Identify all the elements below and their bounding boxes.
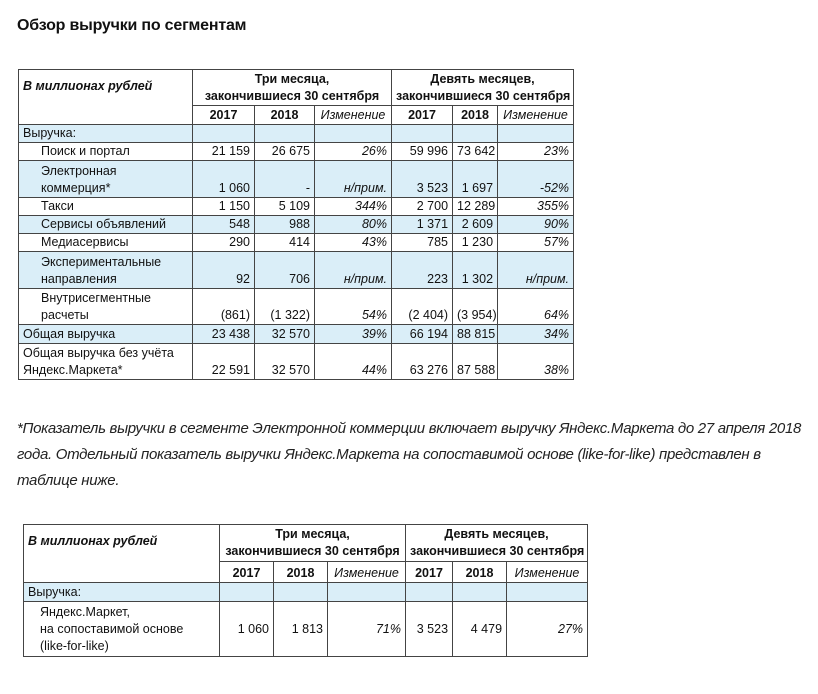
period-9-months-header [392, 70, 574, 106]
table-row [19, 289, 574, 325]
cell-q2018: 26 675 [255, 143, 315, 161]
period-3m-line1: Три месяца, [275, 527, 350, 541]
cell-n2018: 12 289 [453, 198, 498, 216]
col-header-change-3m: Изменение [328, 562, 406, 583]
period-3-months-header [220, 525, 406, 562]
cell-n2017: 785 [392, 234, 453, 252]
cell-qchg: 39% [315, 325, 392, 344]
total-row [19, 325, 574, 344]
col-header-2017-9m: 2017 [392, 106, 453, 125]
period-9m-line1: Девять месяцев, [444, 527, 549, 541]
table-row [19, 234, 574, 252]
row-label: Электронная коммерция* [19, 161, 193, 198]
section-label: Выручка: [19, 125, 193, 143]
row-label-line3: (like-for-like) [40, 638, 109, 653]
cell-n2018: 73 642 [453, 143, 498, 161]
row-label: Общая выручка [19, 325, 193, 344]
cell-n2017: 2 700 [392, 198, 453, 216]
segment-revenue-table [18, 69, 574, 380]
cell-nchg: 23% [498, 143, 574, 161]
table-row [24, 602, 588, 657]
table-row [19, 161, 574, 198]
row-label: Общая выручка без учёта Яндекс.Маркета* [19, 344, 193, 380]
cell-n2018: 1 302 [453, 252, 498, 289]
cell-q2018: 1 813 [274, 602, 328, 657]
row-label [24, 602, 220, 657]
cell-nchg: 57% [498, 234, 574, 252]
cell-nchg: 34% [498, 325, 574, 344]
cell-qchg: 71% [328, 602, 406, 657]
page-title: Обзор выручки по сегментам [17, 17, 247, 34]
cell-q2017: 1 060 [193, 161, 255, 198]
row-label: Медиасервисы [19, 234, 193, 252]
row-label: Поиск и портал [19, 143, 193, 161]
cell-qchg: 54% [315, 289, 392, 325]
cell-q2017: (861) [193, 289, 255, 325]
cell-qchg: н/прим. [315, 161, 392, 198]
col-header-change-9m: Изменение [507, 562, 588, 583]
cell-nchg: 90% [498, 216, 574, 234]
cell-q2017: 548 [193, 216, 255, 234]
period-9-months-header [406, 525, 588, 562]
cell-n2017: 3 523 [392, 161, 453, 198]
cell-nchg: -52% [498, 161, 574, 198]
period-9m-line1: Девять месяцев, [430, 71, 535, 86]
col-header-2018-9m: 2018 [453, 562, 507, 583]
row-label: Внутрисегментные расчеты [19, 289, 193, 325]
table-row [19, 252, 574, 289]
footnote: *Показатель выручки в сегменте Электронной коммерции включает выручку Яндекс.Маркета до 27 апреля 2018 года. Отдельный показатель выручки Яндекс.Маркета на сопоставимой основе (like-for-like) представлен в таблице ниже. [17, 420, 802, 489]
row-label: Сервисы объявлений [19, 216, 193, 234]
market-like-for-like-table [23, 524, 588, 657]
cell-q2018: 988 [255, 216, 315, 234]
cell-nchg: 64% [498, 289, 574, 325]
cell-n2018: 4 479 [453, 602, 507, 657]
cell-n2017: 66 194 [392, 325, 453, 344]
cell-n2018: 87 588 [453, 344, 498, 380]
cell-q2017: 23 438 [193, 325, 255, 344]
table-row [19, 198, 574, 216]
cell-n2018: (3 954) [453, 289, 498, 325]
table-row [19, 216, 574, 234]
row-label-line2: на сопоставимой основе [40, 621, 184, 636]
cell-q2018: - [255, 161, 315, 198]
period-3m-line2: закончившиеся 30 сентября [204, 88, 380, 103]
cell-q2018: 706 [255, 252, 315, 289]
cell-q2017: 1 150 [193, 198, 255, 216]
col-header-2018-3m: 2018 [274, 562, 328, 583]
col-header-2018-9m: 2018 [453, 106, 498, 125]
row-label-line1: Яндекс.Маркет, [40, 604, 130, 619]
cell-n2018: 1 230 [453, 234, 498, 252]
period-3m-line2: закончившиеся 30 сентября [225, 544, 400, 558]
cell-n2017: 3 523 [406, 602, 453, 657]
col-header-change-3m: Изменение [315, 106, 392, 125]
cell-n2017: 1 371 [392, 216, 453, 234]
period-3m-line1: Три месяца, [254, 71, 330, 86]
cell-qchg: 80% [315, 216, 392, 234]
cell-q2017: 92 [193, 252, 255, 289]
col-header-2018-3m: 2018 [255, 106, 315, 125]
cell-n2018: 88 815 [453, 325, 498, 344]
cell-nchg: н/прим. [498, 252, 574, 289]
col-header-2017-9m: 2017 [406, 562, 453, 583]
period-3-months-header [193, 70, 392, 106]
cell-q2018: 32 570 [255, 325, 315, 344]
cell-n2018: 2 609 [453, 216, 498, 234]
total-excl-market-row [19, 344, 574, 380]
col-header-2017-3m: 2017 [193, 106, 255, 125]
cell-q2017: 21 159 [193, 143, 255, 161]
cell-n2018: 1 697 [453, 161, 498, 198]
cell-q2017: 290 [193, 234, 255, 252]
cell-q2018: 5 109 [255, 198, 315, 216]
cell-q2017: 1 060 [220, 602, 274, 657]
cell-q2017: 22 591 [193, 344, 255, 380]
section-row [24, 583, 588, 602]
cell-q2018: (1 322) [255, 289, 315, 325]
cell-nchg: 38% [498, 344, 574, 380]
cell-qchg: н/прим. [315, 252, 392, 289]
section-row [19, 125, 574, 143]
unit-label: В миллионах рублей [19, 70, 193, 125]
cell-qchg: 26% [315, 143, 392, 161]
col-header-2017-3m: 2017 [220, 562, 274, 583]
cell-n2017: (2 404) [392, 289, 453, 325]
cell-qchg: 344% [315, 198, 392, 216]
col-header-change-9m: Изменение [498, 106, 574, 125]
unit-label: В миллионах рублей [24, 525, 220, 583]
cell-qchg: 43% [315, 234, 392, 252]
cell-q2018: 32 570 [255, 344, 315, 380]
period-9m-line2: закончившиеся 30 сентября [396, 88, 571, 103]
cell-n2017: 223 [392, 252, 453, 289]
cell-q2018: 414 [255, 234, 315, 252]
section-label: Выручка: [24, 583, 220, 602]
cell-n2017: 59 996 [392, 143, 453, 161]
table-row [19, 143, 574, 161]
cell-n2017: 63 276 [392, 344, 453, 380]
row-label: Такси [19, 198, 193, 216]
cell-nchg: 27% [507, 602, 588, 657]
cell-nchg: 355% [498, 198, 574, 216]
period-9m-line2: закончившиеся 30 сентября [410, 544, 585, 558]
row-label: Экспериментальные направления [19, 252, 193, 289]
cell-qchg: 44% [315, 344, 392, 380]
